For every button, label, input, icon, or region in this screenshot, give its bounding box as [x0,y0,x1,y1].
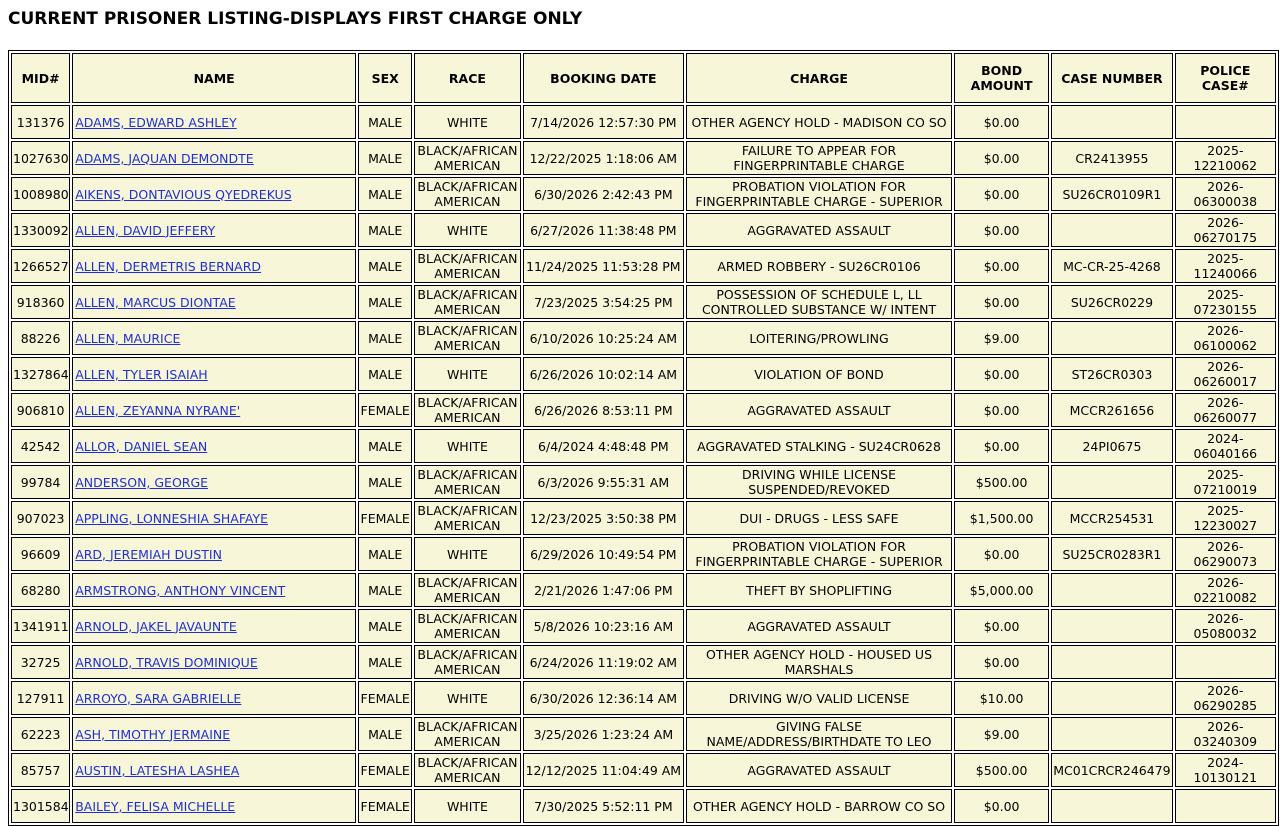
prisoner-listing-container [8,50,1279,826]
sex-cell: MALE [358,213,412,247]
race-cell: BLACK/AFRICAN AMERICAN [414,465,520,499]
prisoner-name-link[interactable]: ALLEN, DAVID JEFFERY [75,222,216,238]
header-police-case: POLICE CASE# [1175,53,1276,103]
police-case-cell [1175,789,1276,823]
table-row [11,645,1276,679]
mid-cell: 85757 [11,753,70,787]
bond-amount-cell: $0.00 [954,393,1049,427]
bond-amount-cell: $500.00 [954,753,1049,787]
prisoner-name-link[interactable]: ARMSTRONG, ANTHONY VINCENT [75,582,286,598]
prisoner-name-link[interactable]: ASH, TIMOTHY JERMAINE [75,726,231,742]
charge-cell: THEFT BY SHOPLIFTING [686,573,952,607]
mid-cell: 1266527 [11,249,70,283]
name-cell [72,465,356,499]
bond-amount-cell: $0.00 [954,249,1049,283]
sex-cell: MALE [358,573,412,607]
table-row [11,249,1276,283]
police-case-cell: 2026-06270175 [1175,213,1276,247]
prisoner-name-link[interactable]: ALLEN, DERMETRIS BERNARD [75,258,262,274]
name-cell [72,645,356,679]
police-case-cell: 2026-02210082 [1175,573,1276,607]
sex-cell: MALE [358,609,412,643]
charge-cell: AGGRAVATED ASSAULT [686,609,952,643]
name-cell [72,357,356,391]
sex-cell: MALE [358,141,412,175]
case-number-cell: ST26CR0303 [1051,357,1172,391]
table-row [11,429,1276,463]
table-row [11,789,1276,823]
header-case-number: CASE NUMBER [1051,53,1172,103]
name-cell [72,573,356,607]
prisoner-listing-table [8,50,1279,826]
sex-cell: MALE [358,105,412,139]
name-cell [72,393,356,427]
charge-cell: OTHER AGENCY HOLD - HOUSED US MARSHALS [686,645,952,679]
case-number-cell [1051,105,1172,139]
mid-cell: 99784 [11,465,70,499]
charge-cell: AGGRAVATED ASSAULT [686,393,952,427]
case-number-cell: 24PI0675 [1051,429,1172,463]
race-cell: BLACK/AFRICAN AMERICAN [414,393,520,427]
case-number-cell: MCCR261656 [1051,393,1172,427]
booking-date-cell: 6/4/2024 4:48:48 PM [523,429,685,463]
table-row [11,753,1276,787]
prisoner-name-link[interactable]: BAILEY, FELISA MICHELLE [75,798,236,814]
mid-cell: 907023 [11,501,70,535]
bond-amount-cell: $0.00 [954,177,1049,211]
prisoner-name-link[interactable]: ALLOR, DANIEL SEAN [75,438,208,454]
sex-cell: FEMALE [358,393,412,427]
booking-date-cell: 12/22/2025 1:18:06 AM [523,141,685,175]
case-number-cell: MC-CR-25-4268 [1051,249,1172,283]
police-case-cell: 2026-06260077 [1175,393,1276,427]
case-number-cell [1051,213,1172,247]
police-case-cell: 2024-10130121 [1175,753,1276,787]
sex-cell: MALE [358,429,412,463]
booking-date-cell: 12/23/2025 3:50:38 PM [523,501,685,535]
case-number-cell [1051,465,1172,499]
case-number-cell: SU25CR0283R1 [1051,537,1172,571]
prisoner-name-link[interactable]: ANDERSON, GEORGE [75,474,209,490]
header-mid: MID# [11,53,70,103]
charge-cell: AGGRAVATED STALKING - SU24CR0628 [686,429,952,463]
charge-cell: PROBATION VIOLATION FOR FINGERPRINTABLE CHARGE - SUPERIOR [686,537,952,571]
case-number-cell [1051,609,1172,643]
prisoner-name-link[interactable]: ARD, JEREMIAH DUSTIN [75,546,222,562]
booking-date-cell: 6/27/2026 11:38:48 PM [523,213,685,247]
name-cell [72,321,356,355]
table-row [11,105,1276,139]
header-booking-date: BOOKING DATE [523,53,685,103]
sex-cell: MALE [358,249,412,283]
sex-cell: MALE [358,645,412,679]
booking-date-cell: 7/30/2025 5:52:11 PM [523,789,685,823]
name-cell [72,717,356,751]
table-row [11,573,1276,607]
name-cell [72,501,356,535]
sex-cell: MALE [358,717,412,751]
table-row [11,141,1276,175]
table-row [11,717,1276,751]
case-number-cell: SU26CR0229 [1051,285,1172,319]
race-cell: BLACK/AFRICAN AMERICAN [414,141,520,175]
prisoner-name-link[interactable]: AUSTIN, LATESHA LASHEA [75,762,240,778]
name-cell [72,213,356,247]
police-case-cell [1175,105,1276,139]
police-case-cell: 2026-06290285 [1175,681,1276,715]
charge-cell: PROBATION VIOLATION FOR FINGERPRINTABLE CHARGE - SUPERIOR [686,177,952,211]
case-number-cell: MC01CRCR246479 [1051,753,1172,787]
police-case-cell: 2025-07230155 [1175,285,1276,319]
booking-date-cell: 6/24/2026 11:19:02 AM [523,645,685,679]
table-row [11,681,1276,715]
mid-cell: 918360 [11,285,70,319]
sex-cell: MALE [358,285,412,319]
prisoner-name-link[interactable]: ARNOLD, JAKEL JAVAUNTE [75,618,237,634]
table-row [11,393,1276,427]
name-cell [72,105,356,139]
police-case-cell: 2025-12210062 [1175,141,1276,175]
prisoner-name-link[interactable]: ALLEN, MAURICE [75,330,181,346]
booking-date-cell: 3/25/2026 1:23:24 AM [523,717,685,751]
sex-cell: MALE [358,177,412,211]
table-row [11,285,1276,319]
prisoner-name-link[interactable]: ALLEN, TYLER ISAIAH [75,366,208,382]
police-case-cell [1175,645,1276,679]
name-cell [72,753,356,787]
mid-cell: 127911 [11,681,70,715]
name-cell [72,177,356,211]
case-number-cell [1051,573,1172,607]
booking-date-cell: 5/8/2026 10:23:16 AM [523,609,685,643]
race-cell: WHITE [414,357,520,391]
booking-date-cell: 12/12/2025 11:04:49 AM [523,753,685,787]
bond-amount-cell: $10.00 [954,681,1049,715]
table-row [11,501,1276,535]
bond-amount-cell: $0.00 [954,537,1049,571]
charge-cell: POSSESSION OF SCHEDULE L, LL CONTROLLED SUBSTANCE W/ INTENT [686,285,952,319]
sex-cell: FEMALE [358,753,412,787]
table-body [11,105,1276,823]
header-charge: CHARGE [686,53,952,103]
sex-cell: MALE [358,465,412,499]
name-cell [72,249,356,283]
prisoner-name-link[interactable]: AIKENS, DONTAVIOUS QYEDREKUS [75,186,292,202]
case-number-cell [1051,321,1172,355]
charge-cell: ARMED ROBBERY - SU26CR0106 [686,249,952,283]
bond-amount-cell: $9.00 [954,321,1049,355]
case-number-cell [1051,717,1172,751]
race-cell: BLACK/AFRICAN AMERICAN [414,645,520,679]
police-case-cell: 2026-06300038 [1175,177,1276,211]
sex-cell: FEMALE [358,681,412,715]
bond-amount-cell: $0.00 [954,141,1049,175]
sex-cell: FEMALE [358,789,412,823]
mid-cell: 1341911 [11,609,70,643]
charge-cell: FAILURE TO APPEAR FOR FINGERPRINTABLE CHARGE [686,141,952,175]
race-cell: BLACK/AFRICAN AMERICAN [414,753,520,787]
table-row [11,357,1276,391]
charge-cell: AGGRAVATED ASSAULT [686,213,952,247]
sex-cell: FEMALE [358,501,412,535]
booking-date-cell: 6/3/2026 9:55:31 AM [523,465,685,499]
race-cell: BLACK/AFRICAN AMERICAN [414,285,520,319]
name-cell [72,141,356,175]
name-cell [72,609,356,643]
prisoner-name-link[interactable]: ARNOLD, TRAVIS DOMINIQUE [75,654,258,670]
race-cell: WHITE [414,681,520,715]
charge-cell: LOITERING/PROWLING [686,321,952,355]
bond-amount-cell: $0.00 [954,213,1049,247]
mid-cell: 1330092 [11,213,70,247]
bond-amount-cell: $500.00 [954,465,1049,499]
sex-cell: MALE [358,321,412,355]
race-cell: BLACK/AFRICAN AMERICAN [414,573,520,607]
name-cell [72,537,356,571]
booking-date-cell: 7/23/2025 3:54:25 PM [523,285,685,319]
prisoner-name-link[interactable]: APPLING, LONNESHIA SHAFAYE [75,510,268,526]
sex-cell: MALE [358,537,412,571]
bond-amount-cell: $0.00 [954,357,1049,391]
booking-date-cell: 11/24/2025 11:53:28 PM [523,249,685,283]
mid-cell: 68280 [11,573,70,607]
police-case-cell: 2024-06040166 [1175,429,1276,463]
police-case-cell: 2025-07210019 [1175,465,1276,499]
booking-date-cell: 2/21/2026 1:47:06 PM [523,573,685,607]
charge-cell: DUI - DRUGS - LESS SAFE [686,501,952,535]
mid-cell: 1027630 [11,141,70,175]
race-cell: BLACK/AFRICAN AMERICAN [414,249,520,283]
police-case-cell: 2026-06260017 [1175,357,1276,391]
prisoner-name-link[interactable]: ADAMS, JAQUAN DEMONDTE [75,150,254,166]
booking-date-cell: 6/30/2026 12:36:14 AM [523,681,685,715]
mid-cell: 1327864 [11,357,70,391]
name-cell [72,789,356,823]
race-cell: BLACK/AFRICAN AMERICAN [414,501,520,535]
charge-cell: DRIVING WHILE LICENSE SUSPENDED/REVOKED [686,465,952,499]
table-row [11,177,1276,211]
mid-cell: 1008980 [11,177,70,211]
table-row [11,537,1276,571]
mid-cell: 42542 [11,429,70,463]
name-cell [72,285,356,319]
header-sex: SEX [358,53,412,103]
page-title: CURRENT PRISONER LISTING-DISPLAYS FIRST CHARGE ONLY [8,9,583,29]
race-cell: WHITE [414,213,520,247]
header-name: NAME [72,53,356,103]
bond-amount-cell: $1,500.00 [954,501,1049,535]
mid-cell: 88226 [11,321,70,355]
charge-cell: VIOLATION OF BOND [686,357,952,391]
race-cell: WHITE [414,789,520,823]
prisoner-name-link[interactable]: ALLEN, ZEYANNA NYRANE' [75,402,241,418]
charge-cell: DRIVING W/O VALID LICENSE [686,681,952,715]
case-number-cell [1051,681,1172,715]
police-case-cell: 2025-12230027 [1175,501,1276,535]
table-row [11,321,1276,355]
police-case-cell: 2026-03240309 [1175,717,1276,751]
table-header-row [11,53,1276,103]
police-case-cell: 2026-05080032 [1175,609,1276,643]
bond-amount-cell: $5,000.00 [954,573,1049,607]
table-row [11,213,1276,247]
bond-amount-cell: $9.00 [954,717,1049,751]
case-number-cell: CR2413955 [1051,141,1172,175]
booking-date-cell: 7/14/2026 12:57:30 PM [523,105,685,139]
header-race: RACE [414,53,520,103]
charge-cell: GIVING FALSE NAME/ADDRESS/BIRTHDATE TO LEO [686,717,952,751]
race-cell: BLACK/AFRICAN AMERICAN [414,177,520,211]
mid-cell: 906810 [11,393,70,427]
header-bond-amount: BOND AMOUNT [954,53,1049,103]
case-number-cell [1051,645,1172,679]
sex-cell: MALE [358,357,412,391]
bond-amount-cell: $0.00 [954,609,1049,643]
case-number-cell: MCCR254531 [1051,501,1172,535]
table-row [11,465,1276,499]
police-case-cell: 2026-06290073 [1175,537,1276,571]
race-cell: BLACK/AFRICAN AMERICAN [414,321,520,355]
name-cell [72,429,356,463]
booking-date-cell: 6/30/2026 2:42:43 PM [523,177,685,211]
prisoner-name-link[interactable]: ARROYO, SARA GABRIELLE [75,690,242,706]
mid-cell: 131376 [11,105,70,139]
race-cell: BLACK/AFRICAN AMERICAN [414,717,520,751]
booking-date-cell: 6/10/2026 10:25:24 AM [523,321,685,355]
booking-date-cell: 6/29/2026 10:49:54 PM [523,537,685,571]
bond-amount-cell: $0.00 [954,105,1049,139]
case-number-cell: SU26CR0109R1 [1051,177,1172,211]
booking-date-cell: 6/26/2026 10:02:14 AM [523,357,685,391]
race-cell: WHITE [414,537,520,571]
mid-cell: 62223 [11,717,70,751]
bond-amount-cell: $0.00 [954,645,1049,679]
race-cell: BLACK/AFRICAN AMERICAN [414,609,520,643]
bond-amount-cell: $0.00 [954,789,1049,823]
prisoner-name-link[interactable]: ADAMS, EDWARD ASHLEY [75,114,237,130]
mid-cell: 1301584 [11,789,70,823]
table-row [11,609,1276,643]
case-number-cell [1051,789,1172,823]
police-case-cell: 2026-06100062 [1175,321,1276,355]
race-cell: WHITE [414,429,520,463]
police-case-cell: 2025-11240066 [1175,249,1276,283]
charge-cell: AGGRAVATED ASSAULT [686,753,952,787]
mid-cell: 32725 [11,645,70,679]
race-cell: WHITE [414,105,520,139]
mid-cell: 96609 [11,537,70,571]
charge-cell: OTHER AGENCY HOLD - MADISON CO SO [686,105,952,139]
charge-cell: OTHER AGENCY HOLD - BARROW CO SO [686,789,952,823]
prisoner-name-link[interactable]: ALLEN, MARCUS DIONTAE [75,294,236,310]
name-cell [72,681,356,715]
booking-date-cell: 6/26/2026 8:53:11 PM [523,393,685,427]
bond-amount-cell: $0.00 [954,429,1049,463]
bond-amount-cell: $0.00 [954,285,1049,319]
